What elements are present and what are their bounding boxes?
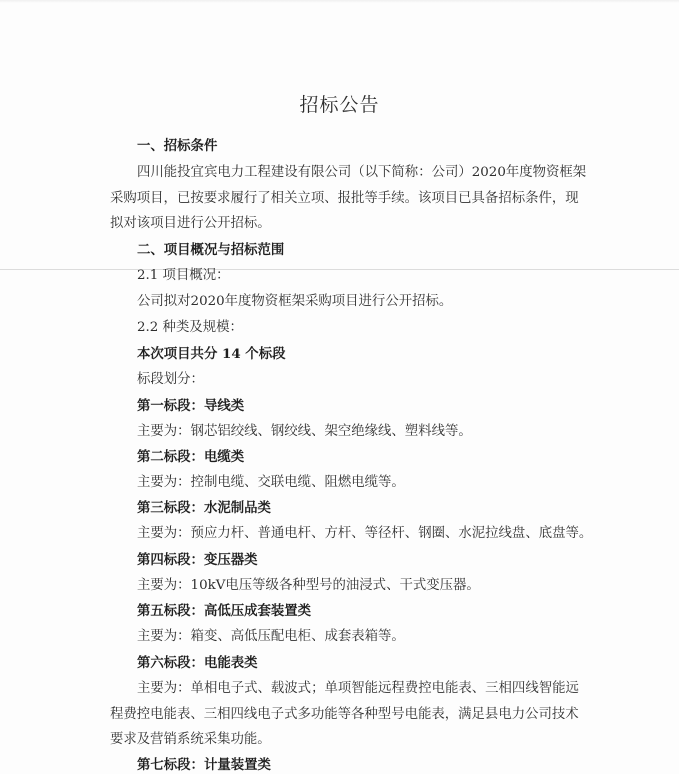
lot-heading: 第六标段：电能表类 — [137, 655, 258, 671]
lot-heading: 第五标段：高低压成套装置类 — [137, 603, 312, 619]
lot-description: 主要为：钢芯铝绞线、钢绞线、架空绝缘线、塑料线等。 — [137, 424, 472, 439]
page-title: 招标公告 — [299, 94, 380, 116]
section-heading-overview: 二、项目概况与招标范围 — [137, 242, 285, 258]
scan-fold-line — [0, 269, 679, 270]
scan-edge — [0, 0, 679, 3]
lot-description: 主要为：预应力杆、普通电杆、方杆、等径杆、钢圈、水泥拉线盘、底盘等。 — [137, 526, 593, 541]
overview-label: 2.1 项目概况： — [137, 268, 230, 283]
paragraph-line: 拟对该项目进行公开招标。 — [110, 216, 271, 231]
lot-description: 主要为：10kV电压等级各种型号的油浸式、干式变压器。 — [137, 578, 480, 593]
lot-heading: 第四标段：变压器类 — [137, 552, 258, 568]
lot-heading: 第七标段：计量装置类 — [137, 757, 271, 773]
lot-description: 主要为：控制电缆、交联电缆、阻燃电缆等。 — [137, 475, 405, 490]
lot-description: 主要为：单相电子式、载波式；单项智能远程费控电能表、三相四线智能远 — [137, 681, 579, 696]
lot-description: 要求及营销系统采集功能。 — [110, 732, 271, 747]
lot-heading: 第三标段：水泥制品类 — [137, 500, 271, 516]
lot-total: 本次项目共分 14 个标段 — [137, 346, 286, 362]
paragraph-line: 四川能投宜宾电力工程建设有限公司（以下简称：公司）2020年度物资框架 — [137, 165, 587, 180]
scope-label: 2.2 种类及规模： — [137, 320, 243, 335]
lot-heading: 第二标段：电缆类 — [137, 449, 245, 465]
division-label: 标段划分： — [137, 372, 204, 387]
section-heading-conditions: 一、招标条件 — [137, 138, 218, 154]
lot-description: 程费控电能表、三相四线电子式多功能等各种型号电能表，满足县电力公司技术 — [110, 707, 579, 722]
lot-description: 主要为：箱变、高低压配电柜、成套表箱等。 — [137, 629, 405, 644]
paragraph-line: 采购项目，已按要求履行了相关立项、报批等手续。该项目已具备招标条件，现 — [110, 191, 579, 206]
overview-text: 公司拟对2020年度物资框架采购项目进行公开招标。 — [137, 294, 453, 309]
lot-heading: 第一标段：导线类 — [137, 398, 245, 414]
